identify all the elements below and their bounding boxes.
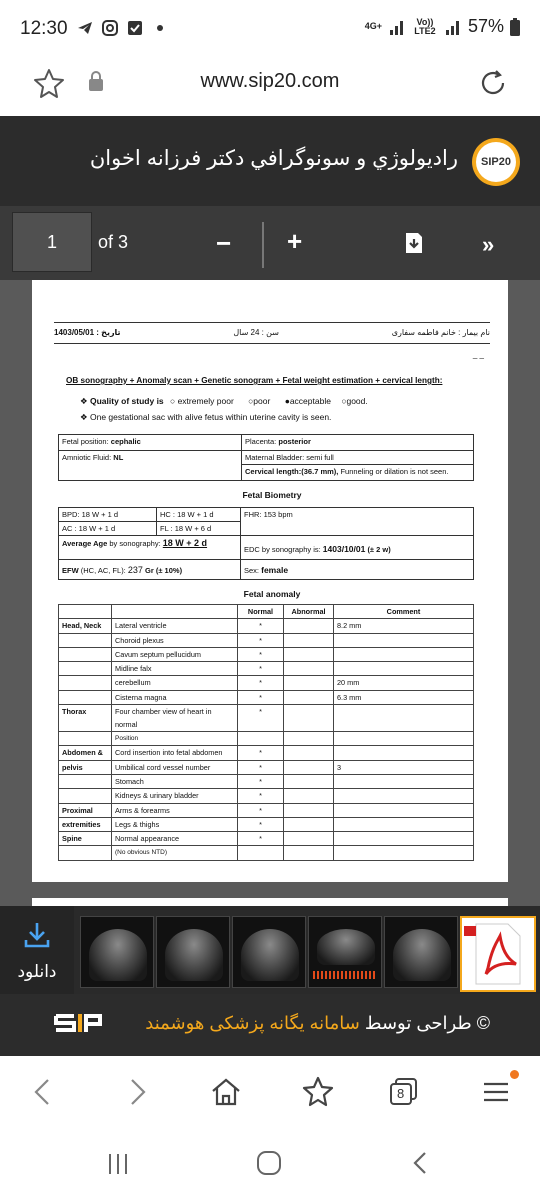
site-header <box>0 116 540 206</box>
status-right <box>365 16 520 37</box>
anomaly-group: Proximal <box>59 803 112 817</box>
anomaly-comment <box>334 633 474 647</box>
patient-age: سن : 24 سال <box>233 328 279 337</box>
anomaly-comment <box>334 662 474 676</box>
anomaly-abnormal <box>284 817 334 831</box>
status-bar <box>0 0 540 56</box>
tabs-count: 8 <box>397 1086 405 1101</box>
table-row <box>59 817 474 831</box>
anomaly-normal: * <box>238 832 284 846</box>
forward-icon[interactable] <box>118 1074 154 1110</box>
url-bar <box>0 56 540 116</box>
table-row <box>59 705 474 732</box>
table-row <box>59 760 474 774</box>
recents-icon[interactable] <box>104 1150 132 1178</box>
anomaly-item: Umbilical cord vessel number <box>112 760 238 774</box>
anomaly-item: Midline falx <box>112 662 238 676</box>
checkbox-icon <box>126 19 144 37</box>
anomaly-normal: * <box>238 619 284 633</box>
biometry-title: Fetal Biometry <box>242 490 302 500</box>
table-row <box>59 789 474 803</box>
gestation-line: ❖ One gestational sac with alive fetus within uterine cavity is seen. <box>80 412 332 422</box>
table-row <box>59 846 474 860</box>
pdf-page <box>32 280 508 882</box>
anomaly-comment <box>334 832 474 846</box>
ultrasound-thumbnail-5[interactable] <box>384 916 458 988</box>
more-tools-button[interactable]: » <box>482 232 495 257</box>
anomaly-group <box>59 732 112 746</box>
anomaly-normal: * <box>238 647 284 661</box>
battery-percent: 57% <box>467 16 504 36</box>
anomaly-normal: * <box>238 774 284 788</box>
anomaly-normal: * <box>238 817 284 831</box>
anomaly-group <box>59 789 112 803</box>
table-row <box>59 832 474 846</box>
table-row <box>59 732 474 746</box>
anomaly-comment <box>334 705 474 732</box>
header-line-top <box>54 322 490 323</box>
report-header <box>54 328 490 337</box>
anomaly-normal: * <box>238 633 284 647</box>
anomaly-normal: * <box>238 803 284 817</box>
table-row <box>59 746 474 760</box>
anomaly-item: Cavum septum pellucidum <box>112 647 238 661</box>
anomaly-group: Thorax <box>59 705 112 732</box>
anomaly-group: Spine <box>59 832 112 846</box>
menu-notification-dot <box>510 1070 519 1079</box>
anomaly-item: (No obvious NTD) <box>112 846 238 860</box>
system-nav-bar <box>0 1132 540 1200</box>
anomaly-item: Position <box>112 732 238 746</box>
anomaly-comment <box>334 647 474 661</box>
anomaly-comment: 8.2 mm <box>334 619 474 633</box>
anomaly-comment <box>334 817 474 831</box>
ultrasound-thumbnail-3[interactable] <box>232 916 306 988</box>
anomaly-abnormal <box>284 760 334 774</box>
page-count: of 3 <box>98 232 129 252</box>
anomaly-abnormal <box>284 633 334 647</box>
battery-icon <box>510 18 520 36</box>
anomaly-normal: * <box>238 676 284 690</box>
dashes: _ _ <box>472 350 484 359</box>
anomaly-comment <box>334 774 474 788</box>
anomaly-group: extremities <box>59 817 112 831</box>
anomaly-comment: 20 mm <box>334 676 474 690</box>
anomaly-item: Arms & forearms <box>112 803 238 817</box>
footer-credit: © طراحی توسط سامانه یگانه پزشکی هوشمند <box>145 1013 490 1033</box>
status-time: 12:30 <box>20 18 68 39</box>
system-back-icon[interactable] <box>406 1148 436 1178</box>
anomaly-abnormal <box>284 774 334 788</box>
download-label: دانلود <box>17 962 57 981</box>
anomaly-group <box>59 647 112 661</box>
anomaly-group <box>59 633 112 647</box>
anomaly-abnormal <box>284 647 334 661</box>
table-row <box>59 647 474 661</box>
anomaly-normal: * <box>238 789 284 803</box>
table-row <box>59 690 474 704</box>
bookmarks-icon[interactable] <box>300 1074 336 1110</box>
anomaly-normal: * <box>238 690 284 704</box>
biometry-table: BPD: 18 W + 1 d HC : 18 W + 1 d FHR: 153 bpm AC : 18 W + 1 d FL : 18 W + 6 d Average Age by sonography: 18 W + 2 d EDC by sonography is: 1403/10/01 (± 2 w) EFW (HC, AC, FL): 237 Gr (± 10%) Sex: female <box>58 507 474 580</box>
anomaly-comment <box>334 732 474 746</box>
anomaly-group: Abdomen & <box>59 746 112 760</box>
anomaly-comment <box>334 803 474 817</box>
pdf-file-icon <box>462 918 534 990</box>
page-number-input[interactable]: 1 <box>12 212 92 272</box>
site-footer <box>0 994 540 1056</box>
anomaly-comment <box>334 789 474 803</box>
anomaly-normal <box>238 732 284 746</box>
ultrasound-thumbnail-2[interactable] <box>156 916 230 988</box>
anomaly-group <box>59 662 112 676</box>
reload-icon[interactable] <box>476 66 510 100</box>
anomaly-comment <box>334 746 474 760</box>
anomaly-abnormal <box>284 732 334 746</box>
network-type: 4G+ <box>364 21 382 31</box>
dot-icon <box>151 19 169 37</box>
anomaly-abnormal <box>284 803 334 817</box>
anomaly-item: Legs & thighs <box>112 817 238 831</box>
anomaly-abnormal <box>284 690 334 704</box>
anomaly-abnormal <box>284 746 334 760</box>
report-date: تاريخ : 1403/05/01 <box>54 328 121 337</box>
anomaly-abnormal <box>284 662 334 676</box>
download-file-icon[interactable] <box>403 232 425 254</box>
zoom-out-button[interactable]: − <box>216 228 232 258</box>
table-row <box>59 619 474 633</box>
anomaly-comment: 6.3 mm <box>334 690 474 704</box>
anomaly-group <box>59 676 112 690</box>
anomaly-item: Cord insertion into fetal abdomen <box>112 746 238 760</box>
instagram-icon <box>101 19 119 37</box>
anomaly-abnormal <box>284 832 334 846</box>
anomaly-comment <box>334 846 474 860</box>
anomaly-group <box>59 690 112 704</box>
table-row <box>59 803 474 817</box>
signal-icon-2 <box>444 19 462 35</box>
pdf-thumbnail[interactable] <box>460 916 536 992</box>
browser-nav-bar <box>0 1056 540 1132</box>
anomaly-normal <box>238 846 284 860</box>
anomaly-group <box>59 774 112 788</box>
anomaly-abnormal <box>284 619 334 633</box>
anomaly-title: Fetal anomaly <box>243 589 301 599</box>
image-thumbnail-strip <box>0 906 540 994</box>
home-icon[interactable] <box>208 1074 244 1110</box>
anomaly-normal: * <box>238 662 284 676</box>
telegram-icon <box>76 19 94 37</box>
anomaly-item: Normal appearance <box>112 832 238 846</box>
zoom-in-button[interactable]: + <box>287 226 303 256</box>
anomaly-item: Stomach <box>112 774 238 788</box>
anomaly-abnormal <box>284 705 334 732</box>
anomaly-normal: * <box>238 760 284 774</box>
anomaly-item: Four chamber view of heart in normal <box>112 705 238 732</box>
anomaly-abnormal <box>284 676 334 690</box>
fetal-position-table: Fetal position: cephalic Placenta: posterior Amniotic Fluid: NL Maternal Bladder: semi full Cervical length:(36.7 mm), Funneling or dilation is not seen. <box>58 434 474 481</box>
anomaly-group: Head, Neck <box>59 619 112 633</box>
patient-name: نام بيمار : خانم فاطمه سفاری <box>391 328 490 337</box>
sip-logo-icon <box>52 1008 106 1038</box>
anomaly-item: Cisterna magna <box>112 690 238 704</box>
signal-icon <box>388 19 406 35</box>
site-logo[interactable]: SIP20 <box>472 138 520 186</box>
table-row <box>59 633 474 647</box>
anomaly-group: pelvis <box>59 760 112 774</box>
status-notification-icons <box>76 19 169 37</box>
download-button[interactable] <box>0 906 74 994</box>
pdf-toolbar <box>0 206 540 280</box>
fetal-anomaly-table: Normal Abnormal Comment Head, Neck Lateral ventricle * 8.2 mm Choroid plexus * Cavum septum pellucidum * Midline falx * cerebellum * 20 mm Cisterna magna * 6.3 mm Thorax Four chamber view of heart in normal * Position Abdomen & Cord insertion into fetal abdomen * pelvis Umbilical cord vessel number * 3 Stomach * Kidneys & urinary bladder * Proximal Arms & forearms * extremities Legs & thighs * Spine Normal appearance * (No obvious NTD) <box>58 604 474 861</box>
anomaly-normal: * <box>238 746 284 760</box>
pdf-viewer[interactable] <box>0 280 540 910</box>
quality-line: ❖ Quality of study is ○ extremely poor ○poor ●acceptable ○good. <box>80 396 368 406</box>
anomaly-group <box>59 846 112 860</box>
menu-icon[interactable] <box>478 1074 514 1110</box>
site-title: راديولوژي و سونوگرافي دكتر فرزانه اخوان <box>89 147 458 170</box>
back-icon[interactable] <box>26 1074 62 1110</box>
anomaly-comment: 3 <box>334 760 474 774</box>
download-icon <box>22 920 52 950</box>
system-home-icon[interactable] <box>254 1148 284 1178</box>
url-text[interactable]: www.sip20.com <box>200 70 340 92</box>
anomaly-item: cerebellum <box>112 676 238 690</box>
anomaly-item: Kidneys & urinary bladder <box>112 789 238 803</box>
table-row <box>59 774 474 788</box>
anomaly-item: Choroid plexus <box>112 633 238 647</box>
table-row <box>59 676 474 690</box>
report-heading: OB sonography + Anomaly scan + Genetic sonogram + Fetal weight estimation + cervical length: <box>66 376 443 385</box>
header-line-bottom <box>54 343 490 344</box>
anomaly-item: Lateral ventricle <box>112 619 238 633</box>
anomaly-abnormal <box>284 789 334 803</box>
ultrasound-thumbnail-1[interactable] <box>80 916 154 988</box>
anomaly-abnormal <box>284 846 334 860</box>
anomaly-normal: * <box>238 705 284 732</box>
table-row <box>59 662 474 676</box>
volte-label: Vo)) LTE2 <box>414 16 436 36</box>
toolbar-divider <box>262 222 264 268</box>
tabs-button[interactable] <box>386 1074 422 1110</box>
ultrasound-thumbnail-4[interactable] <box>308 916 382 988</box>
